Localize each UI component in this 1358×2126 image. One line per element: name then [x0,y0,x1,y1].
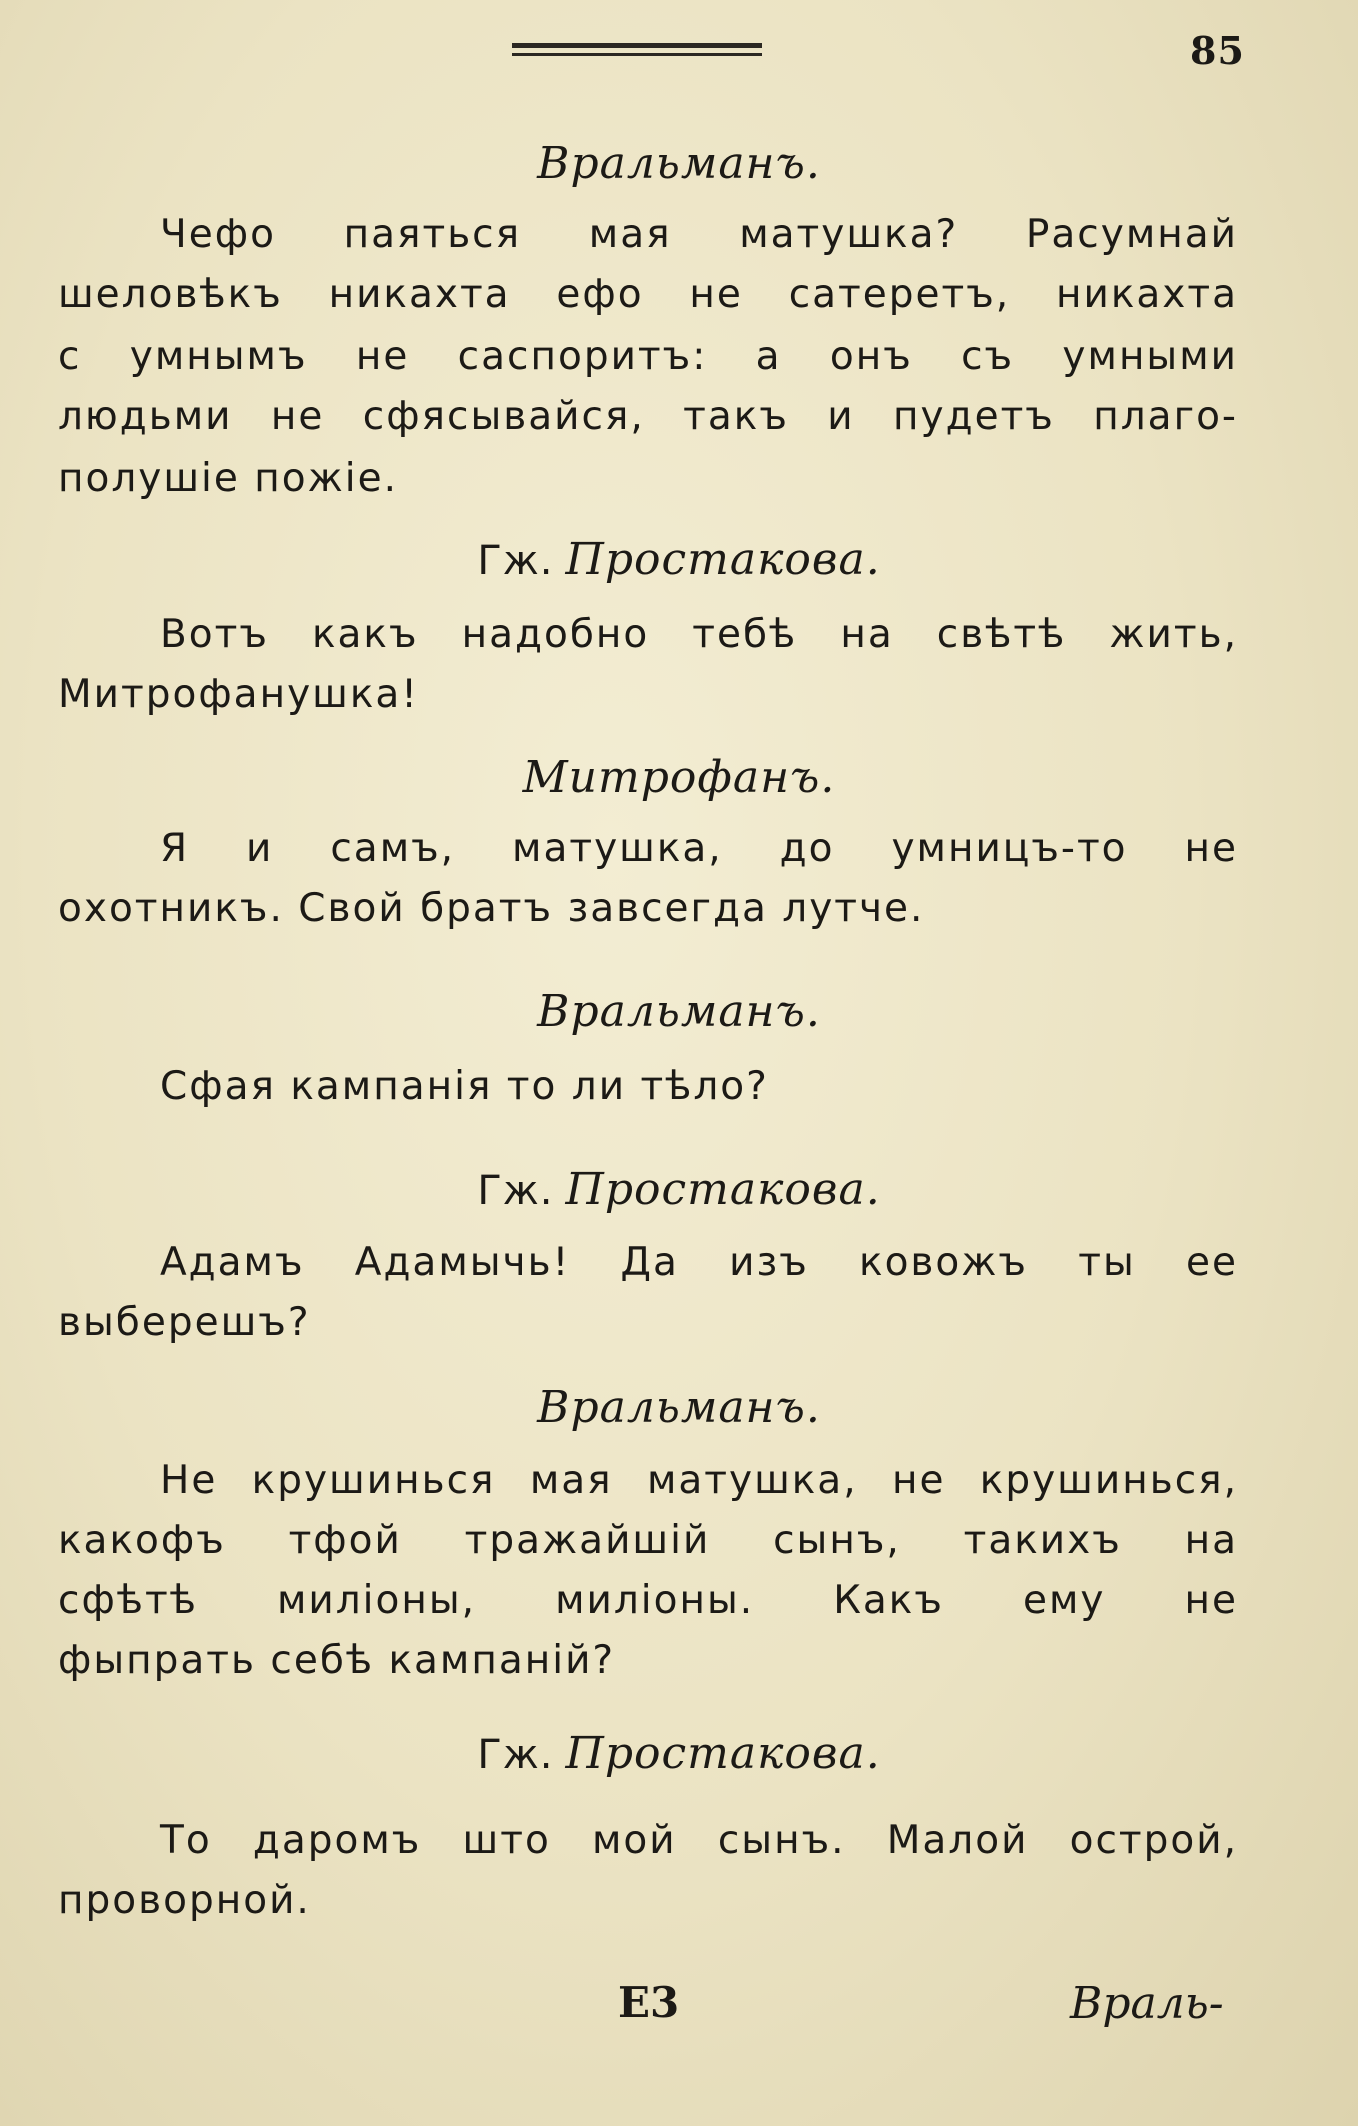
signature-mark: E3 [618,1978,680,2027]
text-line: Чефо паяться мая матушка? Расумнай [160,212,1238,257]
text-line: какофъ тфой тражайшій сынъ, такихъ на [58,1518,1238,1563]
catchword: Враль- [1070,1978,1224,2029]
speaker-title: Гж. [477,1732,554,1778]
text-line: охотникъ. Свой братъ завсегда лутче. [58,886,925,931]
text-line: выберешъ? [58,1300,311,1345]
text-line: Сфая кампанія то ли тѣло? [160,1064,769,1109]
header-rule-thick [512,43,762,48]
text-line: с умнымъ не саспоритъ: а онъ съ умными [58,334,1238,379]
text-line: То даромъ што мой сынъ. Малой острой, [160,1818,1238,1863]
speaker-heading: Митрофанъ. [522,752,836,803]
text-line: Вотъ какъ надобно тебѣ на свѣтѣ жить, [160,612,1238,657]
speaker-name: Простакова. [565,534,881,585]
text-line: Не крушинься мая матушка, не крушинься, [160,1458,1238,1503]
speaker-heading [0,1164,1358,1215]
header-double-rule [512,40,762,60]
text-line: сфѣтѣ миліоны, миліоны. Какъ ему не [58,1578,1238,1623]
text-line: полушіе пожіе. [58,456,398,501]
text-line: фыпрать себѣ кампаній? [58,1638,616,1683]
text-line: проворной. [58,1878,311,1923]
speaker-title: Гж. [477,538,554,584]
text-line: людьми не сфясывайся, такъ и пудетъ плаго- [58,394,1238,439]
page-number: 85 [1190,28,1245,73]
speaker-name: Простакова. [565,1164,881,1215]
text-line: Адамъ Адамычь! Да изъ ковожъ ты ее [160,1240,1238,1285]
speaker-heading: Вральманъ. [537,1382,821,1433]
speaker-heading [0,1728,1358,1779]
speaker-heading: Вральманъ. [537,986,821,1037]
text-line: Митрофанушка! [58,672,419,717]
text-line: Я и самъ, матушка, до умницъ-то не [160,826,1238,871]
speaker-heading: Вральманъ. [537,138,821,189]
speaker-name: Простакова. [565,1728,881,1779]
header-rule-thin [512,53,762,56]
speaker-heading [0,534,1358,585]
speaker-title: Гж. [477,1168,554,1214]
text-line: шеловѣкъ никахта ефо не сатеретъ, никахта [58,272,1238,317]
